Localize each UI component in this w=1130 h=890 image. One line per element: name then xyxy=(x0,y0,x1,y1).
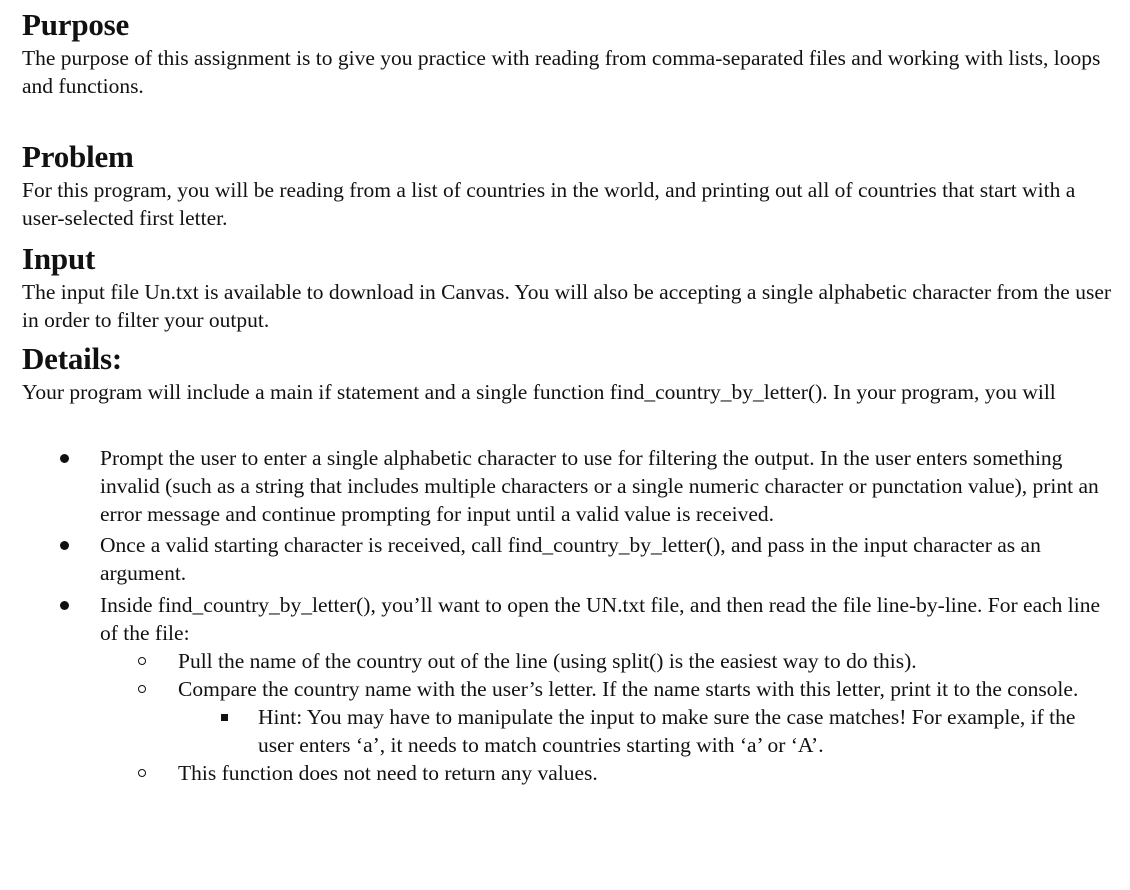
input-heading: Input xyxy=(22,241,96,276)
details-text: Your program will include a main if statement and a single function find_country_by_letter(). In your program, you will xyxy=(22,380,1056,404)
list-item-text: Inside find_country_by_letter(), you’ll want to open the UN.txt file, and then read the file line-by-line. For each line of the file: xyxy=(100,593,1101,645)
details-heading: Details: xyxy=(22,341,122,376)
sub-bullet-list xyxy=(100,647,1112,787)
problem-section xyxy=(22,138,1112,232)
bullet-circle-icon xyxy=(138,685,146,693)
bullet-circle-icon xyxy=(138,657,146,665)
purpose-heading: Purpose xyxy=(22,7,130,42)
bullet-square-icon xyxy=(221,714,228,721)
sub-list-item xyxy=(98,759,1112,787)
purpose-section xyxy=(22,6,1112,100)
list-item xyxy=(22,531,1112,587)
sub-list-item xyxy=(98,647,1112,675)
sub-list-item-text: Compare the country name with the user’s letter. If the name starts with this letter, print it to the console. xyxy=(178,677,1079,701)
sub-list-item-text: Pull the name of the country out of the line (using split() is the easiest way to do this). xyxy=(178,649,917,673)
problem-heading: Problem xyxy=(22,139,134,174)
list-item-text: Prompt the user to enter a single alphabetic character to use for filtering the output. In the user enters something invalid (such as a string that includes multiple characters or a single numeric character or punctation value), print an error message and continue prompting for input until a valid value is received. xyxy=(100,446,1099,526)
list-item xyxy=(22,591,1112,787)
sub-list-item xyxy=(98,675,1112,759)
hint-text: Hint: You may have to manipulate the input to make sure the case matches! For example, if the user enters ‘a’, it needs to match countries starting with ‘a’ or ‘A’. xyxy=(258,705,1076,757)
sub-list-item-text: This function does not need to return any values. xyxy=(178,761,598,785)
details-bullet-list xyxy=(22,444,1112,787)
hint-item xyxy=(178,703,1112,759)
bullet-disc-icon xyxy=(60,454,69,463)
purpose-text: The purpose of this assignment is to give you practice with reading from comma-separated files and working with lists, loops and functions. xyxy=(22,46,1101,98)
problem-text: For this program, you will be reading from a list of countries in the world, and printing out all of countries that start with a user-selected first letter. xyxy=(22,178,1076,230)
bullet-circle-icon xyxy=(138,769,146,777)
list-item xyxy=(22,444,1112,528)
bullet-disc-icon xyxy=(60,541,69,550)
hint-list xyxy=(178,703,1112,759)
list-item-text: Once a valid starting character is received, call find_country_by_letter(), and pass in the input character as an argument. xyxy=(100,533,1041,585)
input-section xyxy=(22,240,1112,334)
bullet-disc-icon xyxy=(60,601,69,610)
details-section xyxy=(22,340,1112,787)
assignment-document xyxy=(22,6,1112,791)
input-text: The input file Un.txt is available to download in Canvas. You will also be accepting a single alphabetic character from the user in order to filter your output. xyxy=(22,280,1112,332)
